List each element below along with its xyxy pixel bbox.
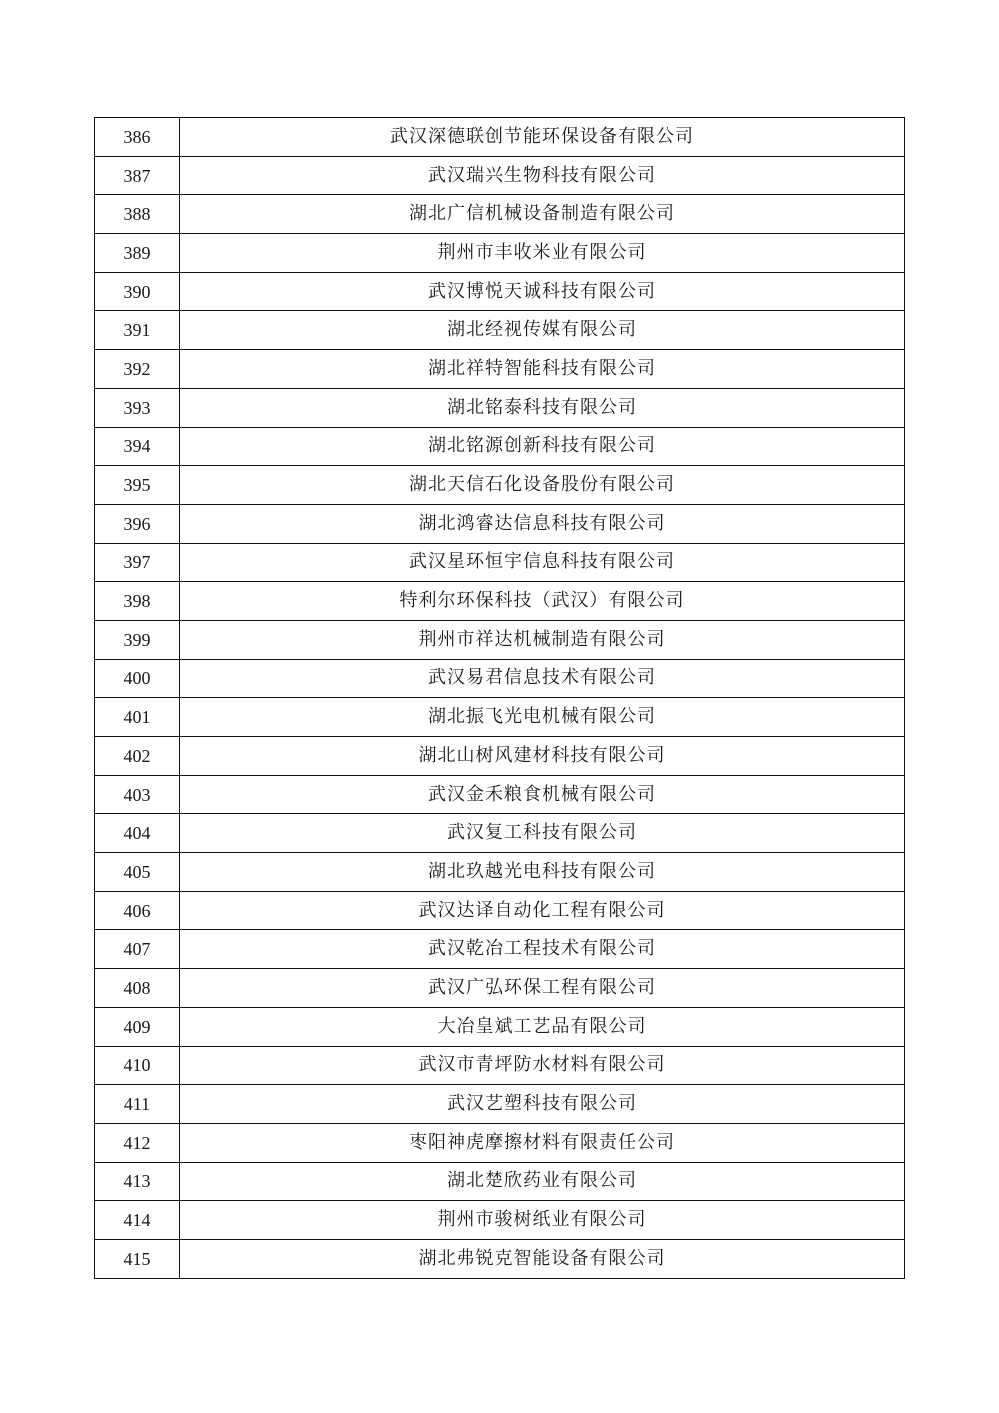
- row-number: 401: [95, 698, 180, 737]
- row-number: 393: [95, 388, 180, 427]
- table-body: [95, 118, 905, 1279]
- company-name: 湖北铭源创新科技有限公司: [180, 427, 905, 466]
- table-row: [95, 1123, 905, 1162]
- company-name: 湖北铭泰科技有限公司: [180, 388, 905, 427]
- row-number: 400: [95, 659, 180, 698]
- row-number: 397: [95, 543, 180, 582]
- row-number: 394: [95, 427, 180, 466]
- table-row: [95, 388, 905, 427]
- company-name: 武汉市青坪防水材料有限公司: [180, 1046, 905, 1085]
- row-number: 389: [95, 234, 180, 273]
- company-name: 湖北广信机械设备制造有限公司: [180, 195, 905, 234]
- row-number: 398: [95, 582, 180, 621]
- table-row: [95, 311, 905, 350]
- row-number: 411: [95, 1085, 180, 1124]
- company-name: 武汉星环恒宇信息科技有限公司: [180, 543, 905, 582]
- company-name: 湖北振飞光电机械有限公司: [180, 698, 905, 737]
- table-row: [95, 814, 905, 853]
- company-name: 武汉达译自动化工程有限公司: [180, 891, 905, 930]
- table-row: [95, 156, 905, 195]
- table-row: [95, 1162, 905, 1201]
- company-name: 荆州市祥达机械制造有限公司: [180, 620, 905, 659]
- row-number: 407: [95, 930, 180, 969]
- row-number: 388: [95, 195, 180, 234]
- table-row: [95, 853, 905, 892]
- company-name: 武汉广弘环保工程有限公司: [180, 969, 905, 1008]
- company-name: 武汉复工科技有限公司: [180, 814, 905, 853]
- row-number: 399: [95, 620, 180, 659]
- company-name: 湖北经视传媒有限公司: [180, 311, 905, 350]
- row-number: 415: [95, 1239, 180, 1278]
- row-number: 396: [95, 504, 180, 543]
- table-row: [95, 775, 905, 814]
- company-name: 湖北弗锐克智能设备有限公司: [180, 1239, 905, 1278]
- table-row: [95, 1085, 905, 1124]
- table-row: [95, 737, 905, 776]
- row-number: 391: [95, 311, 180, 350]
- row-number: 409: [95, 1007, 180, 1046]
- table-row: [95, 891, 905, 930]
- table-row: [95, 1239, 905, 1278]
- row-number: 386: [95, 118, 180, 157]
- table-row: [95, 1046, 905, 1085]
- table-row: [95, 582, 905, 621]
- row-number: 408: [95, 969, 180, 1008]
- table-row: [95, 698, 905, 737]
- company-name: 武汉深德联创节能环保设备有限公司: [180, 118, 905, 157]
- table-row: [95, 272, 905, 311]
- company-name: 枣阳神虎摩擦材料有限责任公司: [180, 1123, 905, 1162]
- company-name: 武汉博悦天诚科技有限公司: [180, 272, 905, 311]
- row-number: 412: [95, 1123, 180, 1162]
- table-row: [95, 1007, 905, 1046]
- company-name: 荆州市丰收米业有限公司: [180, 234, 905, 273]
- company-name: 特利尔环保科技（武汉）有限公司: [180, 582, 905, 621]
- row-number: 414: [95, 1201, 180, 1240]
- table-row: [95, 659, 905, 698]
- row-number: 392: [95, 350, 180, 389]
- table-row: [95, 234, 905, 273]
- table-row: [95, 504, 905, 543]
- row-number: 405: [95, 853, 180, 892]
- table-row: [95, 195, 905, 234]
- row-number: 404: [95, 814, 180, 853]
- row-number: 413: [95, 1162, 180, 1201]
- company-list-table: [94, 117, 905, 1279]
- table-row: [95, 620, 905, 659]
- row-number: 390: [95, 272, 180, 311]
- row-number: 395: [95, 466, 180, 505]
- row-number: 410: [95, 1046, 180, 1085]
- company-name: 武汉瑞兴生物科技有限公司: [180, 156, 905, 195]
- row-number: 402: [95, 737, 180, 776]
- company-name: 湖北玖越光电科技有限公司: [180, 853, 905, 892]
- row-number: 406: [95, 891, 180, 930]
- table-row: [95, 930, 905, 969]
- row-number: 387: [95, 156, 180, 195]
- company-name: 武汉乾冶工程技术有限公司: [180, 930, 905, 969]
- company-name: 湖北祥特智能科技有限公司: [180, 350, 905, 389]
- table-row: [95, 427, 905, 466]
- company-name: 湖北鸿睿达信息科技有限公司: [180, 504, 905, 543]
- table-row: [95, 1201, 905, 1240]
- table-row: [95, 350, 905, 389]
- company-name: 武汉艺塑科技有限公司: [180, 1085, 905, 1124]
- table-row: [95, 543, 905, 582]
- company-name: 武汉易君信息技术有限公司: [180, 659, 905, 698]
- company-name: 湖北楚欣药业有限公司: [180, 1162, 905, 1201]
- table-row: [95, 466, 905, 505]
- table-row: [95, 969, 905, 1008]
- company-name: 大冶皇斌工艺品有限公司: [180, 1007, 905, 1046]
- company-name: 武汉金禾粮食机械有限公司: [180, 775, 905, 814]
- company-name: 湖北天信石化设备股份有限公司: [180, 466, 905, 505]
- company-name: 湖北山树风建材科技有限公司: [180, 737, 905, 776]
- company-name: 荆州市骏树纸业有限公司: [180, 1201, 905, 1240]
- table-row: [95, 118, 905, 157]
- row-number: 403: [95, 775, 180, 814]
